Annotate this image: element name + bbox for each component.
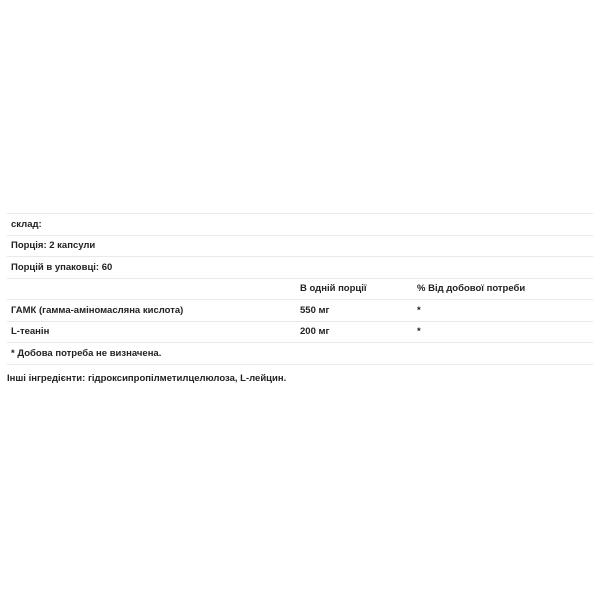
- servings-per-container-row: [7, 257, 593, 279]
- composition-table: [7, 213, 593, 365]
- table-row: [7, 322, 593, 344]
- ingredient-name: L-теанін: [11, 326, 50, 338]
- table-header-row: [7, 279, 593, 301]
- serving-size-row: [7, 236, 593, 258]
- header-per-serving: В одній порції: [300, 283, 367, 295]
- ingredient-amount: 200 мг: [300, 326, 330, 338]
- ingredient-amount: 550 мг: [300, 304, 330, 316]
- other-ingredients: Інші інгредієнти: гідроксипропілметилцелюлоза, L-лейцин.: [7, 373, 287, 384]
- ingredient-daily-value: *: [417, 326, 421, 338]
- footnote: * Добова потреба не визначена.: [11, 347, 162, 359]
- composition-title-row: [7, 214, 593, 236]
- ingredient-name: ГАМК (гамма-аміномасляна кислота): [11, 304, 184, 316]
- composition-title: склад:: [11, 218, 42, 230]
- footnote-row: [7, 343, 593, 365]
- ingredient-daily-value: *: [417, 304, 421, 316]
- servings-per-container: Порцій в упаковці: 60: [11, 261, 113, 273]
- header-daily-value: % Від добової потреби: [417, 283, 526, 295]
- table-row: [7, 300, 593, 322]
- serving-size: Порція: 2 капсули: [11, 240, 96, 252]
